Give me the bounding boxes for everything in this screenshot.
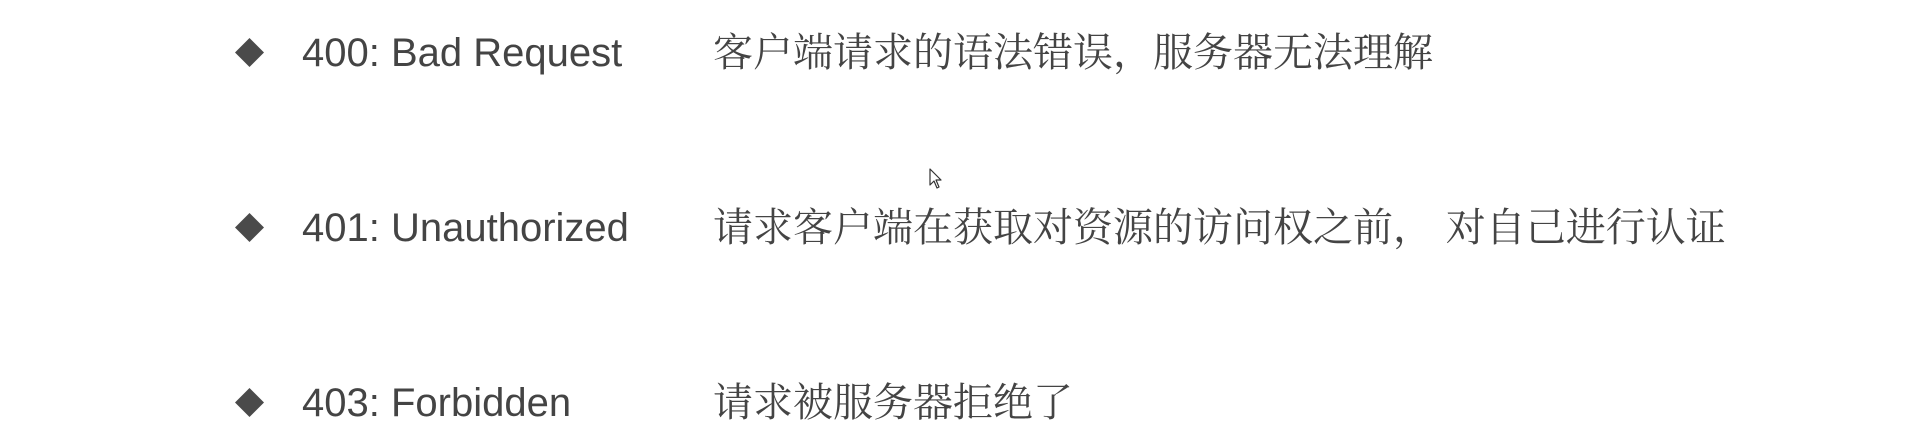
list-item-403 <box>0 373 1920 433</box>
list-item-400 <box>0 23 1920 83</box>
status-description: 客户端请求的语法错误，服务器无法理解 <box>713 30 1433 76</box>
diamond-bullet-icon <box>235 388 264 417</box>
status-code-label: 401: Unauthorized <box>302 206 629 250</box>
status-description: 请求客户端在获取对资源的访问权之前， 对自己进行认证 <box>713 205 1726 251</box>
status-description: 请求被服务器拒绝了 <box>713 380 1073 426</box>
status-code-label: 403: Forbidden <box>302 381 572 425</box>
diamond-bullet-icon <box>235 38 264 67</box>
status-code-label: 400: Bad Request <box>302 31 623 75</box>
list-item-401 <box>0 198 1920 258</box>
diamond-bullet-icon <box>235 213 264 242</box>
mouse-pointer-icon <box>929 168 943 190</box>
